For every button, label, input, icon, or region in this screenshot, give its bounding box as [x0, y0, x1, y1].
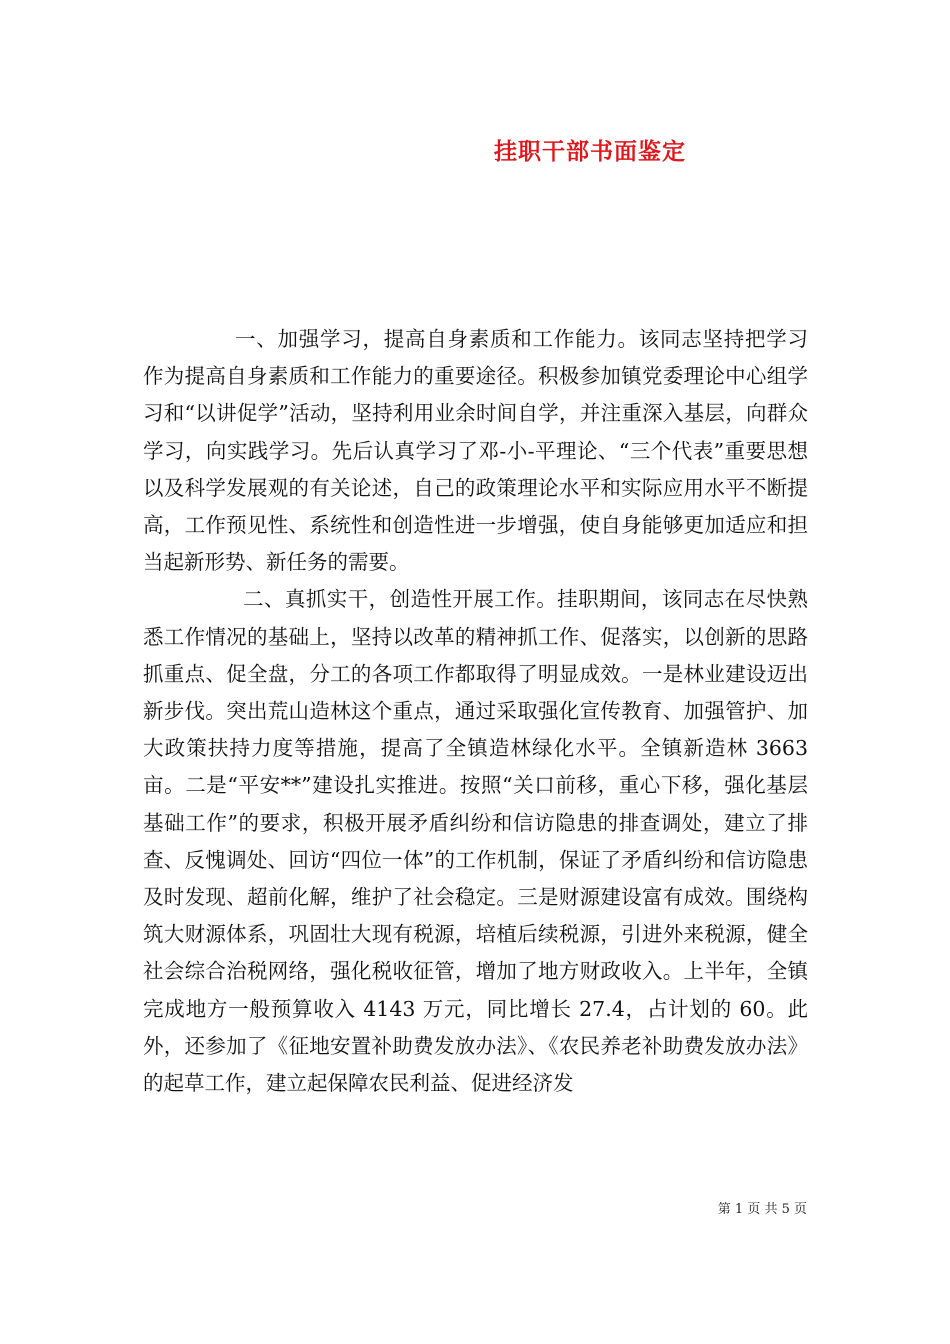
paragraph-1: 一、加强学习，提高自身素质和工作能力。该同志坚持把学习作为提高自身素质和工作能力的重要途径。积极参加镇党委理论中心组学习和“以讲促学”活动，坚持利用业余时间自学，并注重深入基层，向群众学习，向实践学习。先后认真学习了邓-小-平理论、“三个代表”重要思想以及科学发展观的有关论述，自己的政策理论水平和实际应用水平不断提高，工作预见性、系统性和创造性进一步增强，使自身能够更加适应和担当起新形势、新任务的需要。	[143, 327, 808, 575]
body-text	[143, 321, 808, 1102]
page-number-footer: 第 1 页 共 5 页	[717, 1202, 807, 1217]
page-title: 挂职干部书面鉴定	[494, 138, 686, 165]
paragraph-2: 二、真抓实干，创造性开展工作。挂职期间，该同志在尽快熟悉工作情况的基础上，坚持以改革的精神抓工作、促落实，以创新的思路抓重点、促全盘，分工的各项工作都取得了明显成效。一是林业建设迈出新步伐。突出荒山造林这个重点，通过采取强化宣传教育、加强管护、加大政策扶持力度等措施，提高了全镇造林绿化水平。全镇新造林 3663 亩。二是“平安**”建设扎实推进。按照“关口前移，重心下移，强化基层基础工作”的要求，积极开展矛盾纠纷和信访隐患的排查调处，建立了排查、反愧调处、回访“四位一体”的工作机制，保证了矛盾纠纷和信访隐患及时发现、超前化解，维护了社会稳定。三是财源建设富有成效。围绕构筑大财源体系，巩固壮大现有税源，培植后续税源，引进外来税源，健全社会综合治税网络，强化税收征管，增加了地方财政收入。上半年，全镇完成地方一般预算收入 4143 万元，同比增长 27.4，占计划的 60。此外，还参加了《征地安置补助费发放办法》、《农民养老补助费发放办法》的起草工作，建立起保障农民利益、促进经济发	[143, 587, 808, 1096]
